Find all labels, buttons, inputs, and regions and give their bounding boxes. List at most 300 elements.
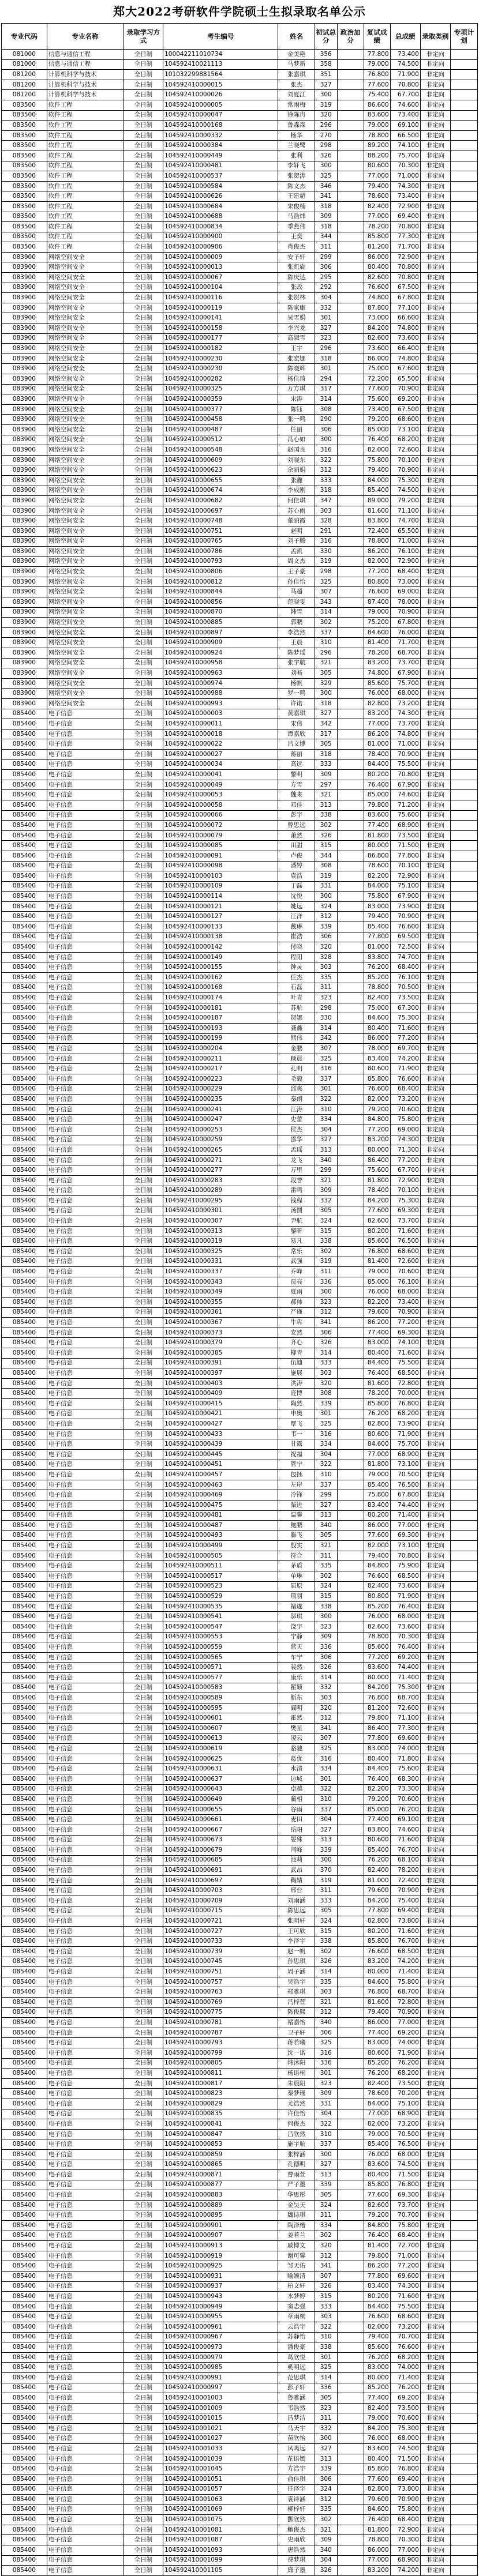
cell-study-mode: 全日制 bbox=[124, 973, 163, 983]
cell-initial-score: 343 bbox=[315, 597, 337, 608]
cell-total-score: 74.200 bbox=[390, 1957, 420, 1967]
cell-total-score: 71.600 bbox=[390, 1835, 420, 1845]
cell-admission-type: 非定向 bbox=[420, 922, 450, 932]
cell-exam-id: 104592410000385 bbox=[163, 1348, 278, 1359]
cell-major-name: 电子信息 bbox=[47, 2454, 124, 2464]
cell-total-score: 70.900 bbox=[390, 2495, 420, 2505]
cell-retest-score: 82.000 bbox=[364, 445, 390, 456]
cell-major-code: 085400 bbox=[2, 973, 47, 983]
cell-major-code: 083900 bbox=[2, 658, 47, 668]
table-row bbox=[2, 1835, 478, 1845]
cell-exam-id: 104592410000458 bbox=[163, 415, 278, 425]
cell-politics-bonus bbox=[337, 1835, 364, 1845]
cell-retest-score: 77.400 bbox=[364, 2028, 390, 2038]
cell-admission-type: 非定向 bbox=[420, 2119, 450, 2130]
cell-total-score: 69.300 bbox=[390, 1206, 420, 1216]
cell-total-score: 69.000 bbox=[390, 587, 420, 597]
cell-student-name: 廉子墨 bbox=[278, 2566, 315, 2576]
cell-total-score: 71.600 bbox=[390, 1024, 420, 1034]
cell-retest-score: 73.400 bbox=[364, 404, 390, 415]
table-row bbox=[2, 638, 478, 648]
cell-major-name: 电子信息 bbox=[47, 2231, 124, 2241]
cell-student-name: 韦一 bbox=[278, 1429, 315, 1439]
cell-politics-bonus bbox=[337, 2069, 364, 2079]
cell-major-code: 083900 bbox=[2, 668, 47, 679]
table-row bbox=[2, 252, 478, 262]
table-row bbox=[2, 1358, 478, 1368]
cell-exam-id: 104592410000688 bbox=[163, 212, 278, 222]
cell-exam-id: 104592410000158 bbox=[163, 324, 278, 334]
table-row bbox=[2, 1774, 478, 1784]
cell-retest-score: 75.800 bbox=[364, 1490, 390, 1501]
cell-initial-score: 315 bbox=[315, 841, 337, 851]
cell-major-code: 085400 bbox=[2, 1530, 47, 1541]
cell-major-code: 085400 bbox=[2, 1875, 47, 1886]
cell-special-plan bbox=[450, 841, 477, 851]
cell-politics-bonus bbox=[337, 668, 364, 679]
cell-major-code: 085400 bbox=[2, 1216, 47, 1227]
cell-special-plan bbox=[450, 1601, 477, 1612]
cell-politics-bonus bbox=[337, 1338, 364, 1348]
cell-study-mode: 全日制 bbox=[124, 455, 163, 465]
cell-admission-type: 非定向 bbox=[420, 2302, 450, 2312]
cell-admission-type: 非定向 bbox=[420, 333, 450, 344]
cell-initial-score: 323 bbox=[315, 1622, 337, 1633]
cell-study-mode: 全日制 bbox=[124, 2342, 163, 2353]
cell-exam-id: 104592410000655 bbox=[163, 1804, 278, 1815]
cell-initial-score: 305 bbox=[315, 739, 337, 750]
cell-initial-score: 313 bbox=[315, 1835, 337, 1845]
cell-special-plan bbox=[450, 1592, 477, 1602]
cell-admission-type: 非定向 bbox=[420, 212, 450, 222]
cell-study-mode: 全日制 bbox=[124, 1013, 163, 1024]
cell-retest-score: 82.000 bbox=[364, 1541, 390, 1551]
cell-initial-score: 295 bbox=[315, 273, 337, 283]
cell-initial-score: 318 bbox=[315, 699, 337, 709]
cell-exam-id: 104592410000079 bbox=[163, 830, 278, 841]
cell-initial-score: 322 bbox=[315, 2119, 337, 2130]
cell-student-name: 魏诗琪 bbox=[278, 2210, 315, 2221]
cell-major-code: 085400 bbox=[2, 1358, 47, 1368]
cell-initial-score: 313 bbox=[315, 1145, 337, 1156]
cell-major-name: 电子信息 bbox=[47, 1429, 124, 1439]
header-major-code: 专业代码 bbox=[2, 24, 47, 50]
cell-student-name: 水梦婷 bbox=[278, 2292, 315, 2302]
cell-total-score: 67.800 bbox=[390, 293, 420, 303]
cell-exam-id: 104592410000885 bbox=[163, 618, 278, 628]
cell-initial-score: 332 bbox=[315, 1683, 337, 1693]
cell-retest-score: 75.800 bbox=[364, 892, 390, 902]
table-row bbox=[2, 1683, 478, 1693]
cell-total-score: 73.600 bbox=[390, 1622, 420, 1633]
cell-student-name: 钟灵 bbox=[278, 962, 315, 973]
cell-major-name: 网络空间安全 bbox=[47, 435, 124, 445]
cell-total-score: 72.600 bbox=[390, 445, 420, 456]
cell-admission-type: 非定向 bbox=[420, 759, 450, 770]
cell-study-mode: 全日制 bbox=[124, 1419, 163, 1430]
table-row bbox=[2, 912, 478, 922]
cell-politics-bonus bbox=[337, 90, 364, 100]
cell-study-mode: 全日制 bbox=[124, 404, 163, 415]
cell-retest-score: 85.600 bbox=[364, 678, 390, 689]
cell-exam-id: 104592410000247 bbox=[163, 1115, 278, 1125]
cell-student-name: 邢台 bbox=[278, 1886, 315, 1896]
cell-retest-score: 82.400 bbox=[364, 993, 390, 1003]
cell-initial-score: 316 bbox=[315, 1754, 337, 1764]
table-row bbox=[2, 689, 478, 699]
cell-special-plan bbox=[450, 567, 477, 577]
cell-initial-score: 338 bbox=[315, 1236, 337, 1247]
cell-exam-id: 104592410000469 bbox=[163, 1490, 278, 1501]
cell-initial-score: 305 bbox=[315, 668, 337, 679]
cell-retest-score: 83.600 bbox=[364, 110, 390, 121]
cell-exam-id: 104592410000433 bbox=[163, 1429, 278, 1439]
cell-total-score: 76.800 bbox=[390, 2464, 420, 2475]
cell-retest-score: 84.000 bbox=[364, 2099, 390, 2109]
cell-student-name: 鲍俊杰 bbox=[278, 2525, 315, 2535]
cell-major-code: 085400 bbox=[2, 1947, 47, 1957]
cell-politics-bonus bbox=[337, 1541, 364, 1551]
cell-total-score: 77.300 bbox=[390, 1723, 420, 1733]
cell-admission-type: 非定向 bbox=[420, 1368, 450, 1379]
cell-special-plan bbox=[450, 2454, 477, 2464]
cell-exam-id: 104592410000313 bbox=[163, 1226, 278, 1236]
cell-special-plan bbox=[450, 130, 477, 141]
cell-exam-id: 104592410000133 bbox=[163, 922, 278, 932]
cell-exam-id: 104592410000847 bbox=[163, 2129, 278, 2139]
cell-special-plan bbox=[450, 2109, 477, 2119]
cell-major-name: 电子信息 bbox=[47, 1744, 124, 1754]
cell-study-mode: 全日制 bbox=[124, 1338, 163, 1348]
cell-retest-score: 85.800 bbox=[364, 1936, 390, 1947]
cell-retest-score: 83.200 bbox=[364, 2566, 390, 2576]
cell-total-score: 73.900 bbox=[390, 901, 420, 912]
cell-exam-id: 104592410000548 bbox=[163, 445, 278, 456]
cell-major-code: 085400 bbox=[2, 1825, 47, 1835]
cell-politics-bonus bbox=[337, 830, 364, 841]
cell-politics-bonus bbox=[337, 556, 364, 567]
cell-politics-bonus bbox=[337, 1419, 364, 1430]
cell-admission-type: 非定向 bbox=[420, 892, 450, 902]
cell-initial-score: 312 bbox=[315, 2007, 337, 2018]
cell-retest-score: 84.400 bbox=[364, 1764, 390, 1774]
cell-major-name: 电子信息 bbox=[47, 739, 124, 750]
cell-retest-score: 78.600 bbox=[364, 2089, 390, 2099]
cell-student-name: 符合 bbox=[278, 1551, 315, 1561]
cell-retest-score: 86.800 bbox=[364, 851, 390, 861]
table-row bbox=[2, 1998, 478, 2008]
cell-student-name: 沈悦 bbox=[278, 892, 315, 902]
cell-retest-score: 78.800 bbox=[364, 130, 390, 141]
cell-initial-score: 319 bbox=[315, 1257, 337, 1267]
table-row bbox=[2, 2292, 478, 2302]
cell-initial-score: 370 bbox=[315, 1866, 337, 1876]
cell-major-code: 085400 bbox=[2, 1257, 47, 1267]
cell-special-plan bbox=[450, 496, 477, 506]
cell-initial-score: 324 bbox=[315, 1916, 337, 1927]
cell-total-score: 74.200 bbox=[390, 2566, 420, 2576]
cell-total-score: 67.700 bbox=[390, 1165, 420, 1176]
cell-admission-type: 非定向 bbox=[420, 141, 450, 151]
cell-study-mode: 全日制 bbox=[124, 374, 163, 385]
cell-major-name: 电子信息 bbox=[47, 1571, 124, 1582]
cell-admission-type: 非定向 bbox=[420, 1287, 450, 1298]
cell-major-name: 电子信息 bbox=[47, 1581, 124, 1592]
cell-student-name: 王建超 bbox=[278, 191, 315, 202]
cell-exam-id: 104592410000319 bbox=[163, 1236, 278, 1247]
cell-student-name: 曹雨萱 bbox=[278, 2170, 315, 2180]
table-row bbox=[2, 618, 478, 628]
cell-admission-type: 非定向 bbox=[420, 1328, 450, 1338]
cell-admission-type: 非定向 bbox=[420, 1429, 450, 1439]
table-row bbox=[2, 2393, 478, 2404]
cell-major-name: 电子信息 bbox=[47, 1642, 124, 1653]
cell-major-name: 电子信息 bbox=[47, 1733, 124, 1744]
table-row bbox=[2, 841, 478, 851]
cell-retest-score: 81.800 bbox=[364, 1460, 390, 1470]
cell-initial-score: 337 bbox=[315, 2139, 337, 2150]
cell-exam-id: 104592410001087 bbox=[163, 2535, 278, 2545]
cell-retest-score: 85.000 bbox=[364, 790, 390, 800]
cell-retest-score: 79.400 bbox=[364, 181, 390, 191]
cell-exam-id: 104592410000373 bbox=[163, 1328, 278, 1338]
cell-student-name: 孟瑶 bbox=[278, 1145, 315, 1156]
cell-special-plan bbox=[450, 1612, 477, 1622]
cell-student-name: 方浩宇 bbox=[278, 2464, 315, 2475]
cell-student-name: 申奥 bbox=[278, 1409, 315, 1419]
cell-major-name: 信息与通信工程 bbox=[47, 59, 124, 70]
cell-major-name: 电子信息 bbox=[47, 2393, 124, 2404]
cell-politics-bonus bbox=[337, 1815, 364, 1825]
cell-major-code: 085400 bbox=[2, 2423, 47, 2434]
cell-major-code: 085400 bbox=[2, 1054, 47, 1064]
cell-major-code: 083900 bbox=[2, 313, 47, 324]
cell-initial-score: 326 bbox=[315, 1663, 337, 1673]
cell-total-score: 77.100 bbox=[390, 303, 420, 313]
cell-special-plan bbox=[450, 181, 477, 191]
table-row bbox=[2, 2423, 478, 2434]
cell-exam-id: 104592410000775 bbox=[163, 2007, 278, 2018]
cell-student-name: 水清 bbox=[278, 1764, 315, 1774]
cell-major-code: 085400 bbox=[2, 1906, 47, 1916]
cell-politics-bonus bbox=[337, 2393, 364, 2404]
cell-study-mode: 全日制 bbox=[124, 1652, 163, 1663]
cell-exam-id: 104592410000141 bbox=[163, 313, 278, 324]
table-row bbox=[2, 821, 478, 831]
table-row bbox=[2, 749, 478, 759]
cell-admission-type: 非定向 bbox=[420, 486, 450, 496]
cell-retest-score: 84.400 bbox=[364, 2302, 390, 2312]
cell-politics-bonus bbox=[337, 871, 364, 882]
cell-special-plan bbox=[450, 1419, 477, 1430]
cell-study-mode: 全日制 bbox=[124, 1054, 163, 1064]
cell-major-code: 083900 bbox=[2, 435, 47, 445]
cell-initial-score: 301 bbox=[315, 2069, 337, 2079]
cell-special-plan bbox=[450, 2504, 477, 2515]
cell-major-code: 085400 bbox=[2, 2312, 47, 2322]
cell-admission-type: 非定向 bbox=[420, 273, 450, 283]
cell-major-code: 083900 bbox=[2, 404, 47, 415]
cell-study-mode: 全日制 bbox=[124, 2261, 163, 2272]
cell-exam-id: 104592410001003 bbox=[163, 2393, 278, 2404]
table-row bbox=[2, 1815, 478, 1825]
cell-major-name: 电子信息 bbox=[47, 2464, 124, 2475]
cell-study-mode: 全日制 bbox=[124, 424, 163, 435]
cell-total-score: 73.500 bbox=[390, 830, 420, 841]
cell-major-name: 网络空间安全 bbox=[47, 648, 124, 659]
cell-politics-bonus bbox=[337, 2403, 364, 2413]
cell-initial-score: 341 bbox=[315, 1318, 337, 1328]
cell-exam-id: 104592410000697 bbox=[163, 1875, 278, 1886]
cell-retest-score: 85.000 bbox=[364, 1804, 390, 1815]
cell-initial-score: 340 bbox=[315, 1155, 337, 1165]
cell-special-plan bbox=[450, 901, 477, 912]
cell-initial-score: 292 bbox=[315, 283, 337, 293]
cell-major-name: 电子信息 bbox=[47, 1247, 124, 1257]
cell-total-score: 74.500 bbox=[390, 2444, 420, 2454]
cell-admission-type: 非定向 bbox=[420, 2495, 450, 2505]
cell-initial-score: 312 bbox=[315, 912, 337, 922]
cell-special-plan bbox=[450, 1521, 477, 1531]
cell-major-code: 085400 bbox=[2, 2221, 47, 2231]
cell-major-name: 电子信息 bbox=[47, 1460, 124, 1470]
cell-major-name: 电子信息 bbox=[47, 749, 124, 759]
cell-major-name: 软件工程 bbox=[47, 100, 124, 110]
cell-major-name: 电子信息 bbox=[47, 2038, 124, 2048]
cell-study-mode: 全日制 bbox=[124, 1145, 163, 1156]
cell-study-mode: 全日制 bbox=[124, 90, 163, 100]
cell-admission-type: 非定向 bbox=[420, 171, 450, 182]
table-row bbox=[2, 59, 478, 70]
cell-student-name: 韩沐阳 bbox=[278, 2058, 315, 2069]
cell-retest-score: 85.800 bbox=[364, 232, 390, 242]
cell-student-name: 殷实 bbox=[278, 1541, 315, 1551]
cell-exam-id: 104592410000812 bbox=[163, 577, 278, 587]
cell-study-mode: 全日制 bbox=[124, 2566, 163, 2576]
cell-major-code: 083900 bbox=[2, 506, 47, 516]
cell-politics-bonus bbox=[337, 1825, 364, 1835]
cell-major-code: 083900 bbox=[2, 536, 47, 547]
cell-major-name: 电子信息 bbox=[47, 2525, 124, 2535]
cell-major-name: 网络空间安全 bbox=[47, 364, 124, 374]
cell-initial-score: 327 bbox=[315, 1500, 337, 1510]
cell-admission-type: 非定向 bbox=[420, 871, 450, 882]
cell-major-name: 电子信息 bbox=[47, 2495, 124, 2505]
table-row bbox=[2, 50, 478, 60]
cell-major-code: 085400 bbox=[2, 2495, 47, 2505]
cell-admission-type: 非定向 bbox=[420, 1804, 450, 1815]
cell-major-code: 085400 bbox=[2, 1429, 47, 1439]
cell-admission-type: 非定向 bbox=[420, 627, 450, 638]
cell-politics-bonus bbox=[337, 1257, 364, 1267]
cell-major-name: 电子信息 bbox=[47, 1825, 124, 1835]
cell-major-name: 网络空间安全 bbox=[47, 465, 124, 476]
cell-major-name: 电子信息 bbox=[47, 1338, 124, 1348]
cell-retest-score: 83.600 bbox=[364, 810, 390, 821]
cell-total-score: 76.200 bbox=[390, 1804, 420, 1815]
cell-admission-type: 非定向 bbox=[420, 1024, 450, 1034]
cell-major-code: 083500 bbox=[2, 171, 47, 182]
cell-admission-type: 非定向 bbox=[420, 567, 450, 577]
cell-study-mode: 全日制 bbox=[124, 942, 163, 953]
cell-special-plan bbox=[450, 283, 477, 293]
cell-retest-score: 84.200 bbox=[364, 1196, 390, 1206]
cell-major-code: 085400 bbox=[2, 821, 47, 831]
cell-student-name: 蔺相 bbox=[278, 1795, 315, 1805]
cell-admission-type: 非定向 bbox=[420, 2566, 450, 2576]
cell-special-plan bbox=[450, 1226, 477, 1236]
cell-major-name: 电子信息 bbox=[47, 2119, 124, 2130]
cell-special-plan bbox=[450, 1186, 477, 1196]
cell-special-plan bbox=[450, 1165, 477, 1176]
table-row bbox=[2, 1622, 478, 1633]
cell-politics-bonus bbox=[337, 303, 364, 313]
cell-special-plan bbox=[450, 1663, 477, 1673]
cell-special-plan bbox=[450, 2383, 477, 2393]
cell-major-code: 085400 bbox=[2, 1084, 47, 1095]
cell-study-mode: 全日制 bbox=[124, 2018, 163, 2028]
cell-admission-type: 非定向 bbox=[420, 293, 450, 303]
cell-politics-bonus bbox=[337, 2018, 364, 2028]
cell-student-name: 王宇 bbox=[278, 344, 315, 354]
cell-exam-id: 104592410000547 bbox=[163, 1622, 278, 1633]
cell-retest-score: 80.800 bbox=[364, 1592, 390, 1602]
cell-special-plan bbox=[450, 121, 477, 131]
cell-total-score: 72.700 bbox=[390, 2241, 420, 2251]
cell-politics-bonus bbox=[337, 1652, 364, 1663]
cell-retest-score: 84.200 bbox=[364, 1896, 390, 1906]
cell-retest-score: 76.400 bbox=[364, 1368, 390, 1379]
cell-total-score: 66.400 bbox=[390, 344, 420, 354]
cell-politics-bonus bbox=[337, 1845, 364, 1856]
cell-initial-score: 303 bbox=[315, 1368, 337, 1379]
cell-total-score: 70.600 bbox=[390, 1795, 420, 1805]
cell-student-name: 赵一帆 bbox=[278, 1947, 315, 1957]
cell-politics-bonus bbox=[337, 1358, 364, 1368]
cell-major-code: 085400 bbox=[2, 851, 47, 861]
cell-major-name: 电子信息 bbox=[47, 2515, 124, 2525]
cell-exam-id: 104592410000763 bbox=[163, 1987, 278, 1998]
cell-exam-id: 104592410000230 bbox=[163, 364, 278, 374]
cell-student-name: 瞿颖 bbox=[278, 1683, 315, 1693]
cell-admission-type: 非定向 bbox=[420, 1936, 450, 1947]
cell-major-code: 085400 bbox=[2, 1632, 47, 1642]
cell-exam-id: 104592410000072 bbox=[163, 821, 278, 831]
cell-major-code: 085400 bbox=[2, 1703, 47, 1713]
cell-major-code: 085400 bbox=[2, 709, 47, 719]
cell-initial-score: 338 bbox=[315, 1936, 337, 1947]
cell-admission-type: 非定向 bbox=[420, 912, 450, 922]
cell-politics-bonus bbox=[337, 242, 364, 253]
cell-exam-id: 104592410000114 bbox=[163, 892, 278, 902]
cell-major-name: 软件工程 bbox=[47, 191, 124, 202]
cell-total-score: 68.600 bbox=[390, 415, 420, 425]
cell-politics-bonus bbox=[337, 1916, 364, 1927]
admission-table bbox=[1, 23, 478, 2576]
cell-admission-type: 非定向 bbox=[420, 283, 450, 293]
cell-politics-bonus bbox=[337, 110, 364, 121]
cell-total-score: 67.900 bbox=[390, 668, 420, 679]
cell-total-score: 65.500 bbox=[390, 374, 420, 385]
cell-major-code: 085400 bbox=[2, 1318, 47, 1328]
cell-initial-score: 340 bbox=[315, 1521, 337, 1531]
cell-initial-score: 310 bbox=[315, 2129, 337, 2139]
cell-total-score: 76.600 bbox=[390, 922, 420, 932]
cell-major-name: 电子信息 bbox=[47, 790, 124, 800]
cell-special-plan bbox=[450, 1652, 477, 1663]
table-row bbox=[2, 2464, 478, 2475]
cell-student-name: 程阳 bbox=[278, 952, 315, 962]
